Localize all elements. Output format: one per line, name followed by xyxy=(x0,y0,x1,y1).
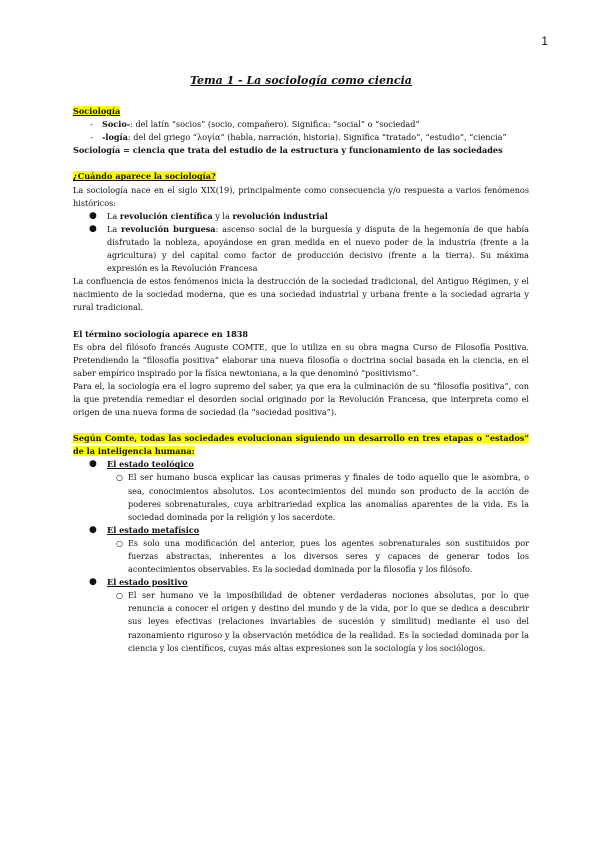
stage-description: ○ El ser humano busca explicar las causas primeras y finales de todo aquello que le asombra, o sea, conocimientos absolutos. Los acontecimientos del mundo son producto de la acción de poderes sobrenaturales, cuya arbitrariedad explica las anomalías aparentes de la vida. Es la sociedad dominada por la religión y los sacerdote. xyxy=(116,472,529,522)
section-heading: Sociología xyxy=(73,106,121,117)
list-item: ● La revolución burguesa: ascenso social de la burguesía y disputa de la hegemonía de que había disfrutado la nobleza, apoyándose en gran medida en el nuevo poder de la industria (frente a la agricultura) y del capital como factor de producción decisivo (frente a la tierra). Su máxima expresión es la Revolución Francesa xyxy=(89,223,529,274)
section-sociologia xyxy=(73,105,529,157)
bullet-icon: ● xyxy=(89,459,97,470)
definition: Sociología = ciencia que trata del estudio de la estructura y funcionamiento de las sociedades xyxy=(73,145,503,156)
term: Socio- xyxy=(102,119,131,130)
circle-bullet-icon: ○ xyxy=(116,591,123,601)
list-item: - Socio-: del latín “socios” (socio, compañero). Significa: “social” o “sociedad” xyxy=(90,119,420,130)
page-number: 1 xyxy=(541,34,548,48)
list-item: ● La revolución científica y la revolución industrial xyxy=(73,210,529,223)
term-definition: : del del griego “λογία” (habla, narración, historia). Significa “tratado”, “estudio”, “ciencia” xyxy=(127,132,507,143)
stage-item xyxy=(73,576,529,589)
bullet-icon: ● xyxy=(89,223,97,234)
section-heading: El término sociología aparece en 1838 xyxy=(73,328,249,339)
circle-bullet-icon: ○ xyxy=(116,538,123,548)
term-definition: : del latín “socios” (socio, compañero). Significa: “social” o “sociedad” xyxy=(130,119,420,130)
section-heading: Según Comte, todas las sociedades evolucionan siguiendo un desarrollo en tres etapas o “estados” de la inteligencia humana: xyxy=(73,433,529,457)
section-cuando-aparece xyxy=(73,170,529,314)
section-comte-estados xyxy=(73,432,529,655)
stage-description: ○ El ser humano ve la imposibilidad de obtener verdaderas nociones absolutas, por lo que renuncia a conocer el origen y destino del mundo y de la vida, por lo que se dedica a descubrir sus leyes efectivas (relaciones invariables de sucesión y similitud) mediante el uso del razonamiento riguroso y la observación metódica de la realidad. Es la sociedad dominada por la ciencia y los científicos, cuyas más altas expresiones son la sociología y los sociólogos. xyxy=(116,590,529,653)
bullet-icon: ● xyxy=(89,577,97,588)
paragraph: Para el, la sociología era el logro supremo del saber, ya que era la culminación de su “filosofía positiva”, con la que pretendía remediar el desorden social originado por la Revolución Francesa, que interpreta como el origen de una nueva forma de sociedad (la “sociedad positiva”). xyxy=(73,380,529,418)
bullet-icon: ● xyxy=(89,210,97,221)
section-heading: ¿Cuándo aparece la sociología? xyxy=(73,171,216,182)
document-body xyxy=(73,70,529,655)
document-title: Tema 1 - La sociología como ciencia xyxy=(190,74,412,87)
paragraph: La sociología nace en el siglo XIX(19), principalmente como consecuencia y/o respuesta a varios fenómenos históricos: xyxy=(73,184,529,208)
stage-name: El estado positivo xyxy=(107,577,188,588)
stage-item xyxy=(73,458,529,471)
bullet-icon: ● xyxy=(89,524,97,535)
stage-description: ○ Es solo una modificación del anterior, pues los agentes sobrenaturales son sustituidos por fuerzas abstractas, inherentes a los diversos seres y capaces de generar todos los acontecimientos observables. Es la sociedad dominada por la filosofía y los filósofo. xyxy=(116,537,529,575)
stage-name: El estado teológico xyxy=(107,459,194,470)
list-item: - -logía: del del griego “λογία” (habla, narración, historia). Significa “tratado”, “estudio”, “ciencia” xyxy=(90,132,507,143)
stage-item xyxy=(73,524,529,537)
section-termino xyxy=(73,328,529,420)
circle-bullet-icon: ○ xyxy=(116,473,123,483)
paragraph: La confluencia de estos fenómenos inicia la destrucción de la sociedad tradicional, del Antiguo Régimen, y el nacimiento de la sociedad moderna, que es una sociedad industrial y urbana frente a la sociedad agraria y rural tradicional. xyxy=(73,276,529,313)
paragraph: Es obra del filósofo francés Auguste COMTE, que lo utiliza en su obra magna Curso de Filosofía Positiva. Pretendiendo la “filosofía positiva” elaborar una nueva filosofía o doctrina social basada en la ciencia, en el saber empírico inspirado por la física newtoniana, a la que denominó “positivismo”. xyxy=(73,341,529,378)
term: -logía xyxy=(102,132,128,143)
stage-name: El estado metafísico xyxy=(107,524,200,535)
